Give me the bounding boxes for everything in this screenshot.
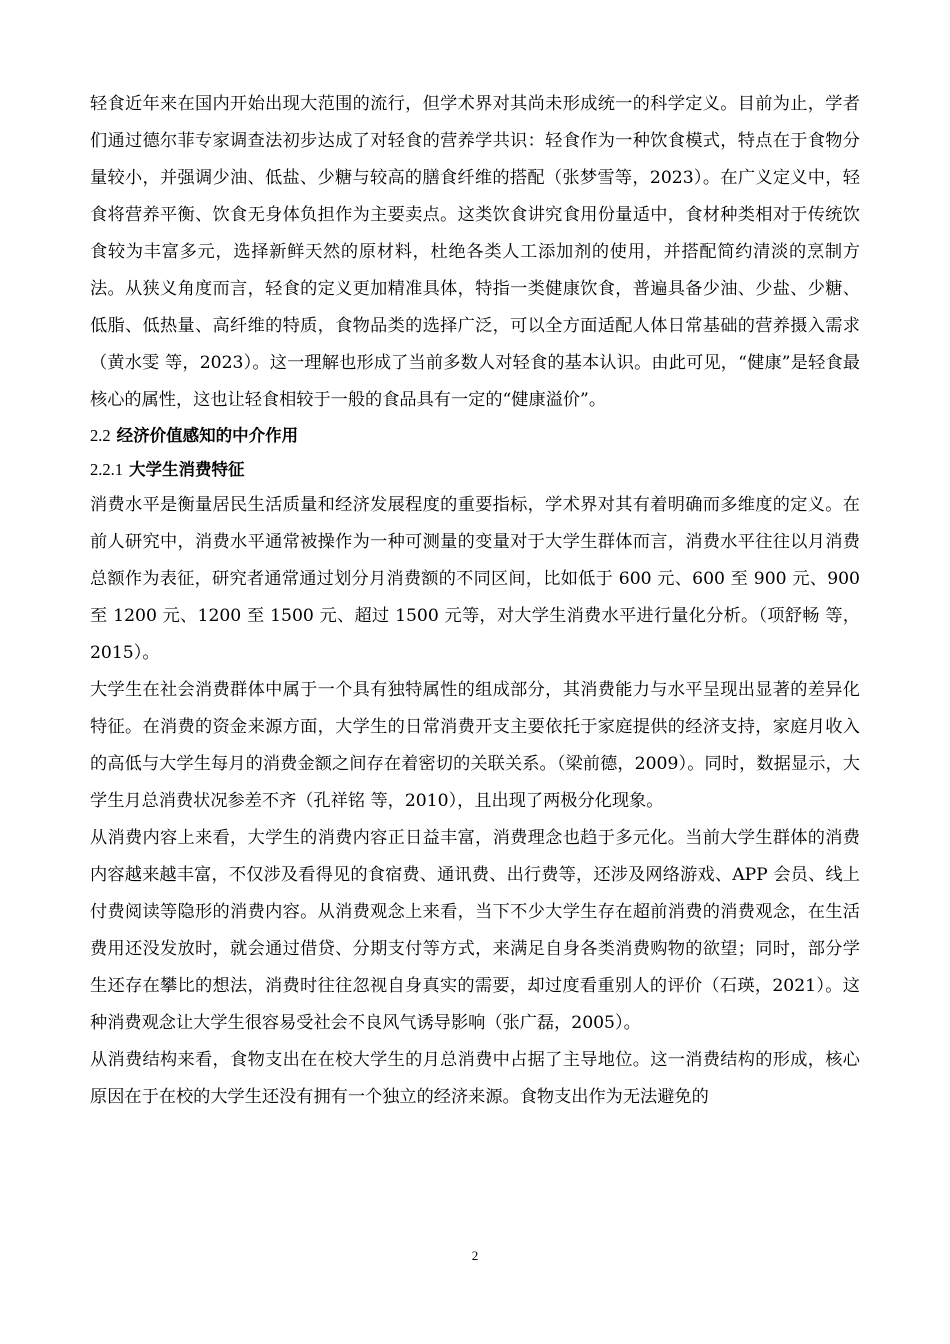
section-heading: [90, 419, 860, 453]
subsection-heading: [90, 453, 860, 487]
section-number: 2.2: [90, 426, 111, 445]
page-number: 2: [471, 1248, 479, 1263]
paragraph-consumption-content: 从消费内容上来看，大学生的消费内容正日益丰富，消费理念也趋于多元化。当前大学生群体的消费内容越来越丰富，不仅涉及看得见的食宿费、通讯费、出行费等，还涉及网络游戏、APP 会员、线上付费阅读等隐形的消费内容。从消费观念上来看，当下不少大学生存在超前消费的消费观念，在生活费用还没发放时，就会通过借贷、分期支付等方式，来满足自身各类消费购物的欲望；同时，部分学生还存在攀比的想法，消费时往往忽视自身真实的需要，却过度看重别人的评价（石瑛，2021）。这种消费观念让大学生很容易受社会不良风气诱导影响（张广磊，2005）。: [90, 828, 860, 1033]
subsection-title: 大学生消费特征: [129, 460, 245, 479]
section-title: 经济价值感知的中介作用: [116, 426, 299, 445]
paragraph-light-food-definition: 轻食近年来在国内开始出现大范围的流行，但学术界对其尚未形成统一的科学定义。目前为止，学者们通过德尔菲专家调查法初步达成了对轻食的营养学共识：轻食作为一种饮食模式，特点在于食物分量较小，并强调少油、低盐、少糖与较高的膳食纤维的搭配（张梦雪等，2023）。在广义定义中，轻食将营养平衡、饮食无身体负担作为主要卖点。这类饮食讲究食用份量适中，食材种类相对于传统饮食较为丰富多元，选择新鲜天然的原材料，杜绝各类人工添加剂的使用，并搭配简约清淡的烹制方法。从狭义角度而言，轻食的定义更加精准具体，特指一类健康饮食，普遍具备少油、少盐、少糖、低脂、低热量、高纤维的特质，食物品类的选择广泛，可以全方面适配人体日常基础的营养摄入需求（黄水雯 等，2023）。这一理解也形成了当前多数人对轻食的基本认识。由此可见，“健康”是轻食最核心的属性，这也让轻食相较于一般的食品具有一定的“健康溢价”。: [90, 94, 860, 410]
paragraph-consumption-level: 消费水平是衡量居民生活质量和经济发展程度的重要指标，学术界对其有着明确而多维度的定义。在前人研究中，消费水平通常被操作为一种可测量的变量对于大学生群体而言，消费水平往往以月消费总额作为表征，研究者通常通过划分月消费额的不同区间，比如低于 600 元、600 至 900 元、900 至 1200 元、1200 至 1500 元、超过 1500 元等，对大学生消费水平进行量化分析。（项舒畅 等，2015）。: [90, 495, 860, 663]
paragraph-consumption-differences: 大学生在社会消费群体中属于一个具有独特属性的组成部分，其消费能力与水平呈现出显著的差异化特征。在消费的资金来源方面，大学生的日常消费开支主要依托于家庭提供的经济支持，家庭月收入的高低与大学生每月的消费金额之间存在着密切的关联关系。（梁前德，2009）。同时，数据显示，大学生月总消费状况参差不齐（孔祥铭 等，2010），且出现了两极分化现象。: [90, 680, 860, 811]
paragraph-consumption-structure: 从消费结构来看，食物支出在在校大学生的月总消费中占据了主导地位。这一消费结构的形成，核心原因在于在校的大学生还没有拥有一个独立的经济来源。食物支出作为无法避免的: [90, 1050, 860, 1107]
subsection-number: 2.2.1: [90, 460, 123, 479]
page-content: [90, 86, 860, 1116]
